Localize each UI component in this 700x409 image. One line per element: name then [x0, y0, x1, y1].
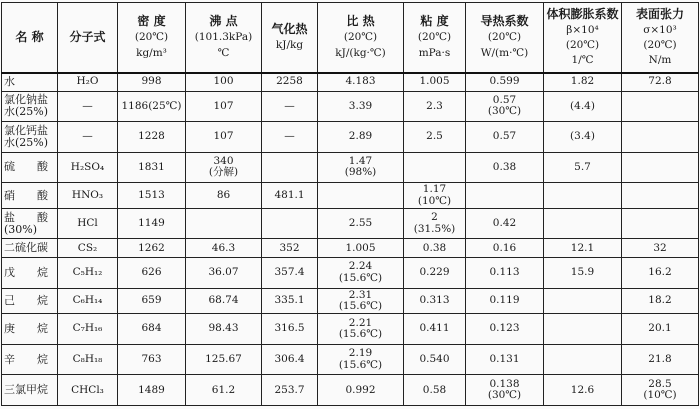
cell-text: 1.005: [419, 75, 450, 88]
cell-expansion: [544, 344, 622, 375]
cell-boiling: [186, 375, 262, 406]
cell-specific-heat: [318, 73, 404, 92]
cell-boiling: [186, 152, 262, 183]
cell-conductivity: [466, 91, 544, 122]
cell-name: [2, 288, 58, 314]
cell-text: 61.2: [211, 383, 236, 396]
cell-text: 5.7: [574, 160, 591, 173]
cell-heat-vap: [262, 375, 318, 406]
cell-text: 763: [141, 352, 162, 365]
cell-conductivity: [466, 375, 544, 406]
table-row: [2, 257, 699, 288]
cell-specific-heat: [318, 152, 404, 183]
cell-expansion: [544, 239, 622, 258]
table-body: [2, 73, 699, 406]
cell-heat-vap: [262, 257, 318, 288]
cell-formula: [58, 152, 118, 183]
cell-text: 4.183: [345, 75, 376, 88]
cell-density: [118, 73, 186, 92]
cell-text: 481.1: [274, 188, 305, 201]
cell-conductivity: [466, 239, 544, 258]
cell-text: —: [284, 99, 295, 112]
cell-density: [118, 375, 186, 406]
cell-tension: [622, 122, 699, 153]
cell-tension: [622, 183, 699, 209]
cell-heat-vap: [262, 122, 318, 153]
header-specific-heat: 比 热 (20℃) kJ/(kg·℃): [318, 3, 404, 73]
cell-text: 0.540: [419, 352, 450, 365]
cell-boiling: [186, 183, 262, 209]
cell-formula: [58, 183, 118, 209]
cell-viscosity: [404, 344, 466, 375]
cell-text: 0.113: [489, 266, 520, 279]
cell-text: 340: [213, 155, 234, 168]
cell-specific-heat: [318, 122, 404, 153]
cell-text: 三氯甲烷: [4, 383, 48, 397]
cell-boiling: [186, 73, 262, 92]
cell-text: HNO₃: [71, 188, 104, 201]
cell-text: 2.31: [348, 288, 373, 301]
cell-tension: [622, 73, 699, 92]
cell-name: [2, 257, 58, 288]
cell-text: 46.3: [211, 241, 236, 254]
cell-tension: [622, 208, 699, 239]
cell-conductivity: [466, 257, 544, 288]
cell-text: 水(25%): [4, 135, 49, 149]
cell-boiling: [186, 91, 262, 122]
header-heat-of-vaporization: 气化热 kJ/kg: [262, 3, 318, 73]
cell-text: 100: [213, 75, 234, 88]
cell-formula: [58, 314, 118, 345]
cell-conductivity: [466, 122, 544, 153]
cell-text: (31.5%): [413, 222, 456, 235]
cell-formula: [58, 122, 118, 153]
cell-text: 0.119: [489, 294, 520, 307]
table-row: [2, 344, 699, 375]
cell-boiling: [186, 257, 262, 288]
table-row: [2, 288, 699, 314]
table-row: [2, 239, 699, 258]
header-thermal-conductivity: 导热系数 (20℃) W/(m·℃): [466, 3, 544, 73]
table-row: [2, 314, 699, 345]
cell-text: 0.57: [492, 93, 517, 106]
cell-boiling: [186, 208, 262, 239]
cell-text: 辛 烷: [4, 352, 48, 366]
header-boiling-point: 沸 点 (101.3kPa) ℃: [186, 3, 262, 73]
header-formula: 分子式: [58, 3, 118, 73]
cell-text: 659: [141, 294, 162, 307]
cell-density: [118, 152, 186, 183]
cell-text: 352: [279, 241, 300, 254]
cell-text: 0.138: [489, 377, 520, 390]
cell-boiling: [186, 122, 262, 153]
header-surface-tension: 表面张力 σ×10³ (20℃) N/m: [622, 3, 699, 73]
cell-text: 氯化钠盐: [4, 93, 48, 107]
cell-text: 己 烷: [4, 293, 48, 307]
cell-text: —: [82, 130, 93, 143]
cell-text: 1.47: [348, 155, 373, 168]
cell-text: 684: [141, 322, 162, 335]
liquid-properties-table: [1, 2, 699, 406]
cell-specific-heat: [318, 257, 404, 288]
cell-heat-vap: [262, 183, 318, 209]
cell-text: 1186(25℃): [121, 99, 182, 112]
cell-heat-vap: [262, 239, 318, 258]
cell-text: 戊 烷: [4, 265, 48, 279]
cell-text: 0.411: [419, 322, 450, 335]
header-row: [2, 3, 699, 73]
cell-formula: [58, 344, 118, 375]
cell-text: 0.38: [422, 241, 447, 254]
cell-viscosity: [404, 208, 466, 239]
cell-text: 2.55: [348, 217, 373, 230]
cell-text: C₅H₁₂: [72, 266, 103, 279]
cell-text: 0.38: [492, 160, 517, 173]
cell-text: 21.8: [648, 352, 672, 365]
cell-text: CHCl₃: [71, 383, 104, 396]
cell-formula: [58, 288, 118, 314]
cell-text: 1228: [138, 130, 165, 143]
cell-text: (15.6℃): [338, 328, 383, 341]
cell-text: HCl: [77, 217, 98, 230]
cell-text: CS₂: [77, 241, 98, 254]
cell-formula: [58, 375, 118, 406]
cell-text: 20.1: [648, 322, 672, 335]
cell-text: 0.992: [345, 383, 376, 396]
cell-text: —: [284, 130, 295, 143]
cell-text: 1149: [138, 217, 165, 230]
header-volume-expansion: 体积膨胀系数 β×10⁴ (20℃) 1/℃: [544, 3, 622, 73]
cell-formula: [58, 239, 118, 258]
cell-viscosity: [404, 152, 466, 183]
cell-heat-vap: [262, 73, 318, 92]
cell-text: (15.6℃): [338, 299, 383, 312]
cell-viscosity: [404, 239, 466, 258]
cell-text: 二硫化碳: [4, 241, 48, 255]
cell-name: [2, 239, 58, 258]
cell-density: [118, 257, 186, 288]
cell-text: 335.1: [274, 294, 305, 307]
cell-text: 1262: [138, 241, 165, 254]
cell-density: [118, 314, 186, 345]
cell-text: 32: [653, 241, 667, 254]
cell-text: 107: [213, 130, 234, 143]
table-row: [2, 91, 699, 122]
cell-density: [118, 208, 186, 239]
cell-text: 357.4: [274, 266, 305, 279]
cell-expansion: [544, 91, 622, 122]
cell-text: 86: [216, 188, 231, 201]
cell-text: 253.7: [274, 383, 305, 396]
cell-density: [118, 239, 186, 258]
cell-expansion: [544, 152, 622, 183]
cell-text: (15.6℃): [338, 358, 383, 371]
cell-tension: [622, 375, 699, 406]
cell-density: [118, 91, 186, 122]
cell-name: [2, 183, 58, 209]
cell-text: 0.131: [489, 352, 520, 365]
cell-expansion: [544, 122, 622, 153]
cell-conductivity: [466, 208, 544, 239]
cell-heat-vap: [262, 208, 318, 239]
cell-text: (98%): [344, 166, 377, 179]
cell-text: 0.42: [492, 217, 517, 230]
cell-specific-heat: [318, 314, 404, 345]
cell-heat-vap: [262, 314, 318, 345]
cell-expansion: [544, 375, 622, 406]
cell-tension: [622, 152, 699, 183]
cell-tension: [622, 314, 699, 345]
cell-text: 水: [4, 75, 15, 89]
cell-text: 1831: [138, 160, 165, 173]
cell-name: [2, 375, 58, 406]
cell-text: 306.4: [274, 352, 305, 365]
cell-expansion: [544, 208, 622, 239]
cell-name: [2, 152, 58, 183]
cell-text: 2.5: [426, 130, 443, 143]
cell-text: C₇H₁₆: [72, 322, 103, 335]
cell-text: 2.89: [348, 130, 373, 143]
cell-text: 998: [141, 75, 162, 88]
cell-text: 硫 酸: [4, 160, 48, 174]
cell-conductivity: [466, 344, 544, 375]
cell-text: 0.599: [489, 75, 520, 88]
table-row: [2, 152, 699, 183]
cell-density: [118, 122, 186, 153]
cell-text: (30℃): [487, 389, 522, 402]
cell-expansion: [544, 257, 622, 288]
cell-name: [2, 314, 58, 345]
cell-formula: [58, 257, 118, 288]
cell-text: 36.07: [208, 266, 239, 279]
cell-expansion: [544, 73, 622, 92]
cell-density: [118, 344, 186, 375]
cell-text: (分解): [208, 166, 239, 179]
cell-text: 盐 酸: [4, 210, 48, 224]
cell-text: 1513: [138, 188, 165, 201]
cell-formula: [58, 73, 118, 92]
cell-text: 2.21: [348, 316, 373, 329]
cell-text: 1.005: [345, 241, 376, 254]
cell-text: 72.8: [648, 75, 672, 88]
cell-tension: [622, 91, 699, 122]
cell-text: 硝 酸: [4, 188, 48, 202]
cell-text: 0.229: [419, 266, 450, 279]
cell-text: (15.6℃): [338, 271, 383, 284]
cell-conductivity: [466, 288, 544, 314]
cell-heat-vap: [262, 91, 318, 122]
cell-text: (4.4): [570, 99, 595, 112]
cell-conductivity: [466, 73, 544, 92]
cell-viscosity: [404, 122, 466, 153]
cell-text: 15.9: [570, 266, 595, 279]
cell-viscosity: [404, 288, 466, 314]
cell-text: (3.4): [570, 130, 595, 143]
table-row: [2, 375, 699, 406]
cell-text: (10℃): [417, 194, 452, 207]
cell-text: 0.123: [489, 322, 520, 335]
cell-text: (30℃): [487, 105, 522, 118]
cell-viscosity: [404, 375, 466, 406]
cell-density: [118, 288, 186, 314]
cell-text: (10℃): [643, 389, 677, 402]
cell-specific-heat: [318, 91, 404, 122]
cell-tension: [622, 288, 699, 314]
cell-text: 28.5: [648, 377, 672, 390]
cell-text: 氯化钙盐: [4, 123, 48, 137]
cell-text: 125.67: [205, 352, 242, 365]
cell-text: (30%): [4, 222, 38, 236]
cell-expansion: [544, 314, 622, 345]
cell-text: C₆H₁₄: [72, 294, 103, 307]
cell-text: 2.3: [426, 99, 443, 112]
cell-viscosity: [404, 314, 466, 345]
header-density: 密 度 (20℃) kg/m³: [118, 3, 186, 73]
cell-name: [2, 73, 58, 92]
cell-text: 12.1: [570, 241, 595, 254]
cell-text: 98.43: [208, 322, 239, 335]
cell-specific-heat: [318, 183, 404, 209]
cell-text: 68.74: [208, 294, 239, 307]
table-row: [2, 122, 699, 153]
cell-text: 316.5: [274, 322, 305, 335]
cell-expansion: [544, 288, 622, 314]
table-row: [2, 183, 699, 209]
cell-viscosity: [404, 73, 466, 92]
cell-formula: [58, 208, 118, 239]
cell-text: 107: [213, 99, 234, 112]
cell-text: 0.16: [492, 241, 517, 254]
cell-specific-heat: [318, 288, 404, 314]
cell-boiling: [186, 239, 262, 258]
cell-text: 2258: [276, 75, 303, 88]
cell-text: 0.313: [419, 294, 450, 307]
cell-text: 1489: [138, 383, 165, 396]
cell-name: [2, 91, 58, 122]
cell-text: 0.57: [492, 130, 517, 143]
cell-specific-heat: [318, 344, 404, 375]
cell-text: 水(25%): [4, 105, 49, 119]
cell-conductivity: [466, 314, 544, 345]
cell-conductivity: [466, 183, 544, 209]
header-viscosity: 粘 度 (20℃) mPa·s: [404, 3, 466, 73]
cell-text: 2: [431, 211, 438, 224]
cell-density: [118, 183, 186, 209]
cell-boiling: [186, 288, 262, 314]
cell-text: 0.58: [422, 383, 447, 396]
cell-text: H₂O: [76, 75, 99, 88]
cell-text: 1.82: [570, 75, 595, 88]
table-row: [2, 73, 699, 92]
cell-viscosity: [404, 91, 466, 122]
cell-expansion: [544, 183, 622, 209]
cell-heat-vap: [262, 288, 318, 314]
cell-text: 18.2: [648, 294, 672, 307]
cell-formula: [58, 91, 118, 122]
cell-specific-heat: [318, 375, 404, 406]
cell-text: 626: [141, 266, 162, 279]
cell-text: 庚 烷: [4, 322, 48, 336]
cell-text: —: [82, 99, 93, 112]
cell-text: 2.24: [348, 260, 373, 273]
table-row: [2, 208, 699, 239]
cell-specific-heat: [318, 239, 404, 258]
cell-text: 1.17: [422, 183, 447, 196]
cell-tension: [622, 257, 699, 288]
cell-conductivity: [466, 152, 544, 183]
cell-text: 3.39: [348, 99, 373, 112]
cell-name: [2, 122, 58, 153]
cell-specific-heat: [318, 208, 404, 239]
cell-tension: [622, 239, 699, 258]
cell-text: 12.6: [570, 383, 595, 396]
cell-text: C₈H₁₈: [72, 352, 103, 365]
cell-text: 16.2: [648, 266, 672, 279]
cell-heat-vap: [262, 344, 318, 375]
cell-name: [2, 208, 58, 239]
cell-viscosity: [404, 257, 466, 288]
cell-boiling: [186, 314, 262, 345]
cell-name: [2, 344, 58, 375]
cell-tension: [622, 344, 699, 375]
header-name: 名 称: [2, 3, 58, 73]
cell-text: 2.19: [348, 347, 373, 360]
cell-heat-vap: [262, 152, 318, 183]
cell-text: H₂SO₄: [70, 160, 105, 173]
cell-boiling: [186, 344, 262, 375]
cell-viscosity: [404, 183, 466, 209]
